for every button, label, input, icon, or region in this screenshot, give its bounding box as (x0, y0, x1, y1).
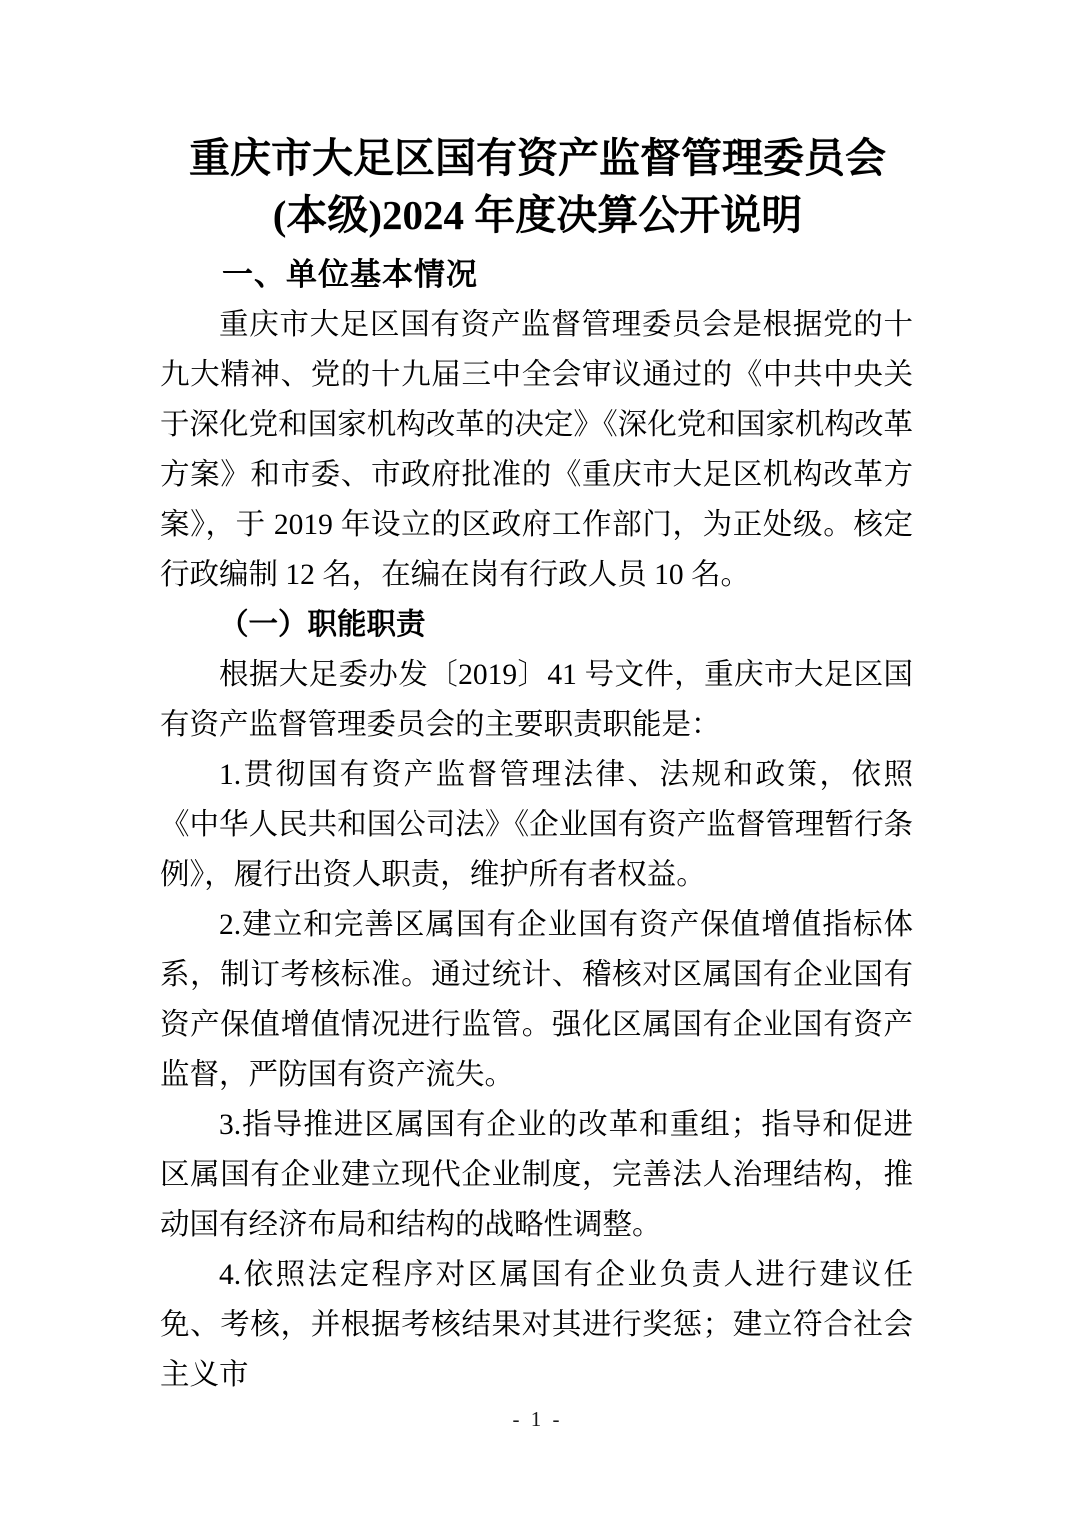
section-heading-unit-basic-info: 一、单位基本情况 (222, 257, 478, 292)
subsection-heading-duties: （一）职能职责 (219, 609, 426, 641)
paragraph-duty-1: 1.贯彻国有资产监督管理法律、法规和政策，依照《中华人民共和国公司法》《企业国有资产监督管理暂行条例》，履行出资人职责，维护所有者权益。 (160, 759, 913, 891)
document-body (160, 250, 913, 1400)
document-title-line-1: 重庆市大足区国有资产监督管理委员会 (189, 135, 886, 181)
document-title-line-2: (本级)2024 年度决算公开说明 (272, 192, 803, 238)
paragraph-duty-2: 2.建立和完善区属国有企业国有资产保值增值指标体系，制订考核标准。通过统计、稽核对区属国有企业国有资产保值增值情况进行监管。强化区属国有企业国有资产监督，严防国有资产流失。 (160, 909, 913, 1091)
paragraph-unit-intro: 重庆市大足区国有资产监督管理委员会是根据党的十九大精神、党的十九届三中全会审议通过的《中共中央关于深化党和国家机构改革的决定》《深化党和国家机构改革方案》和市委、市政府批准的《重庆市大足区机构改革方案》，于 2019 年设立的区政府工作部门，为正处级。核定行政编制 12 名，在编在岗有行政人员 10 名。 (160, 309, 913, 591)
paragraph-duty-4: 4.依照法定程序对区属国有企业负责人进行建议任免、考核，并根据考核结果对其进行奖惩；建立符合社会主义市 (160, 1259, 913, 1391)
paragraph-duty-3: 3.指导推进区属国有企业的改革和重组；指导和促进区属国有企业建立现代企业制度，完善法人治理结构，推动国有经济布局和结构的战略性调整。 (160, 1109, 913, 1241)
document-title (80, 130, 995, 244)
page-number: - 1 - (512, 1407, 563, 1431)
paragraph-duties-intro: 根据大足委办发〔2019〕41 号文件，重庆市大足区国有资产监督管理委员会的主要职责职能是： (160, 659, 913, 741)
